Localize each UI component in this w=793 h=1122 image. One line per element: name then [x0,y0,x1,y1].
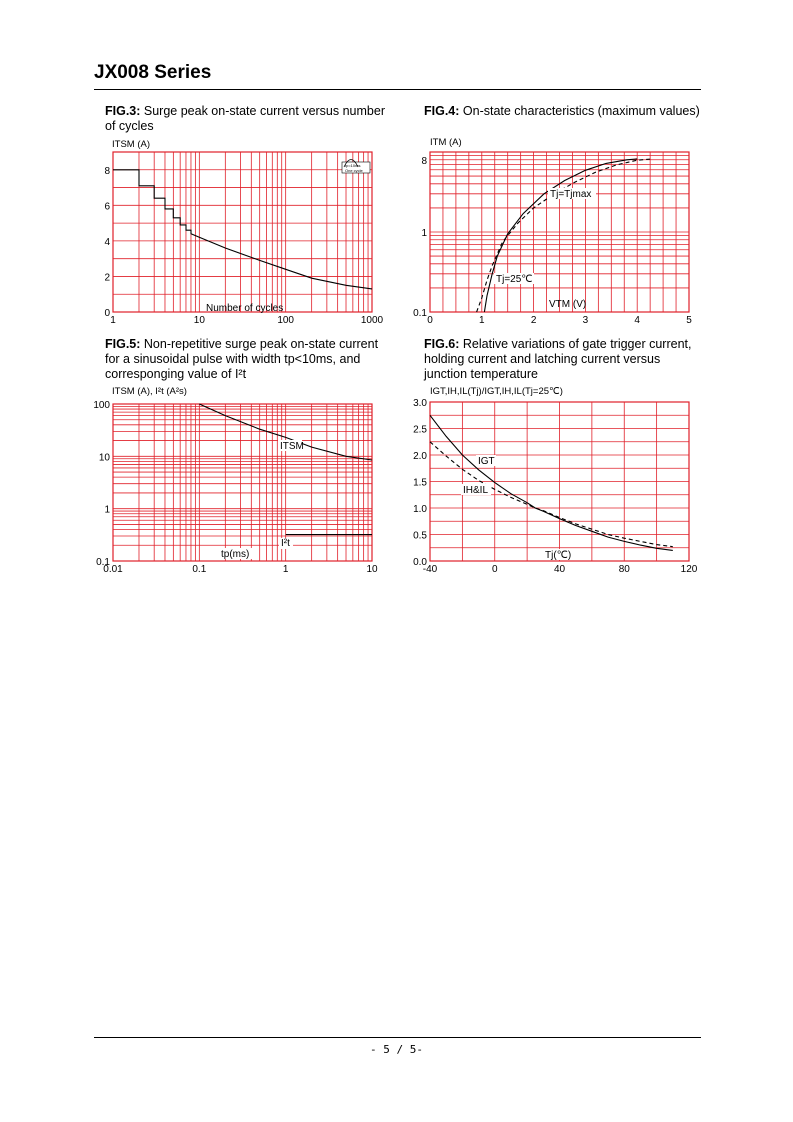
fig5-number: FIG.5: [105,337,141,351]
fig6-y-tick-label: 1.5 [413,477,427,489]
fig4-x-tick-label: 5 [686,315,692,326]
fig6-y-tick-label: 0.0 [413,557,427,568]
fig4-x-tick-label: 1 [479,315,485,326]
fig6-x-axis-label: Tj(℃) [545,550,572,561]
fig4-y-tick-label: 8 [421,155,427,167]
page-number: - 5 / 5- [370,1043,423,1056]
fig6-x-tick-label: 80 [618,564,630,575]
fig5-x-tick-label: 10 [366,564,378,575]
fig3-y-tick-label: 8 [104,165,110,177]
fig6-y-tick-label: 0.5 [413,530,427,542]
fig6-y-tick-label: 1.0 [413,504,427,515]
fig5-label-i2t: I²t [281,538,290,549]
fig6-label-ihil: IH&IL [463,485,489,496]
fig3-x-tick-label: 1000 [360,315,384,326]
document-title: JX008 Series [94,62,212,83]
fig3-x-tick-label: 10 [193,315,205,326]
fig5-label-itsm: ITSM [280,441,304,452]
fig6-chart [413,386,698,575]
fig6-x-tick-label: 120 [680,564,698,575]
fig3-x-tick-label: 100 [277,315,295,326]
fig5-x-tick-label: 0.1 [192,564,207,575]
fig6-x-tick-label: -40 [422,564,438,575]
fig4-caption-text: On-state characteristics (maximum values) [459,104,700,118]
fig4-number: FIG.4: [424,104,460,118]
fig3-y-tick-label: 4 [104,236,110,248]
fig6-caption-text: Relative variations of gate trigger current, holding current and latching current versus junction temperature [424,337,692,381]
fig3-caption-text: Surge peak on-state current versus number of cycles [105,104,385,133]
fig3-plot-frame [113,152,372,312]
fig5-x-tick-label: 1 [282,564,289,575]
fig4-y-tick-label: 1 [421,228,427,239]
fig4-label-dashed: Tj=25℃ [496,274,533,285]
fig4-chart [413,137,692,326]
fig5-y-axis-label: ITSM (A), I²t (A²s) [112,386,187,397]
fig3-number: FIG.3: [105,104,141,118]
fig3-tick-labels [104,166,383,326]
fig3-x-axis-label: Number of cycles [206,303,284,314]
fig5-chart [93,386,378,575]
fig6-label-igt: IGT [478,456,495,467]
fig4-x-tick-label: 3 [582,315,589,326]
fig3-y-tick-label: 2 [104,272,110,284]
fig4-x-tick-label: 4 [634,315,640,326]
fig5-grid [113,404,372,561]
fig5-y-tick-label: 0.1 [96,557,110,568]
fig3-grid [113,152,372,312]
fig4-x-tick-label: 0 [427,315,433,326]
fig5-x-tick-label: 0.01 [103,564,123,575]
fig4-x-tick-label: 2 [530,315,537,326]
fig6-series-1-line [430,415,673,550]
fig6-y-tick-label: 2.0 [413,451,427,462]
fig4-x-axis-label: VTM (V) [549,299,587,310]
fig6-x-tick-label: 40 [553,564,566,575]
fig6-number: FIG.6: [424,337,460,351]
fig4-y-axis-label: ITM (A) [430,137,462,148]
fig6-series [430,415,673,550]
fig5-x-axis-label: tp(ms) [221,549,250,560]
fig4-label-solid: Tj=Tjmax [550,189,592,200]
fig3-x-tick-label: 1 [110,315,116,326]
fig5-y-tick-label: 10 [98,452,110,464]
fig3-y-tick-label: 6 [104,201,110,213]
fig3-y-tick-label: 0 [104,308,110,319]
fig3-chart [104,139,383,326]
fig6-y-tick-label: 3.0 [413,398,427,409]
fig3-inset-bottom: One cycle [345,168,363,173]
fig6-x-tick-label: 0 [491,564,498,575]
fig4-y-tick-label: 0.1 [413,308,427,319]
fig5-caption-text: Non-repetitive surge peak on-state current for a sinusoidal pulse with width tp<10ms, and corresponging value of I²t [105,337,379,381]
fig5-plot-frame [113,404,372,561]
fig5-y-tick-label: 100 [93,400,110,411]
fig3-inset-top: tp=10ms [345,163,361,168]
fig6-y-tick-label: 2.5 [413,424,427,436]
fig3-y-axis-label: ITSM (A) [112,139,150,150]
fig5-y-tick-label: 1 [104,504,110,516]
fig6-y-axis-label: IGT,IH,IL(Tj)/IGT,IH,IL(Tj=25℃) [430,386,563,397]
fig6-grid [430,402,689,561]
footer-rule [94,1037,701,1038]
fig4-grid [430,152,689,312]
